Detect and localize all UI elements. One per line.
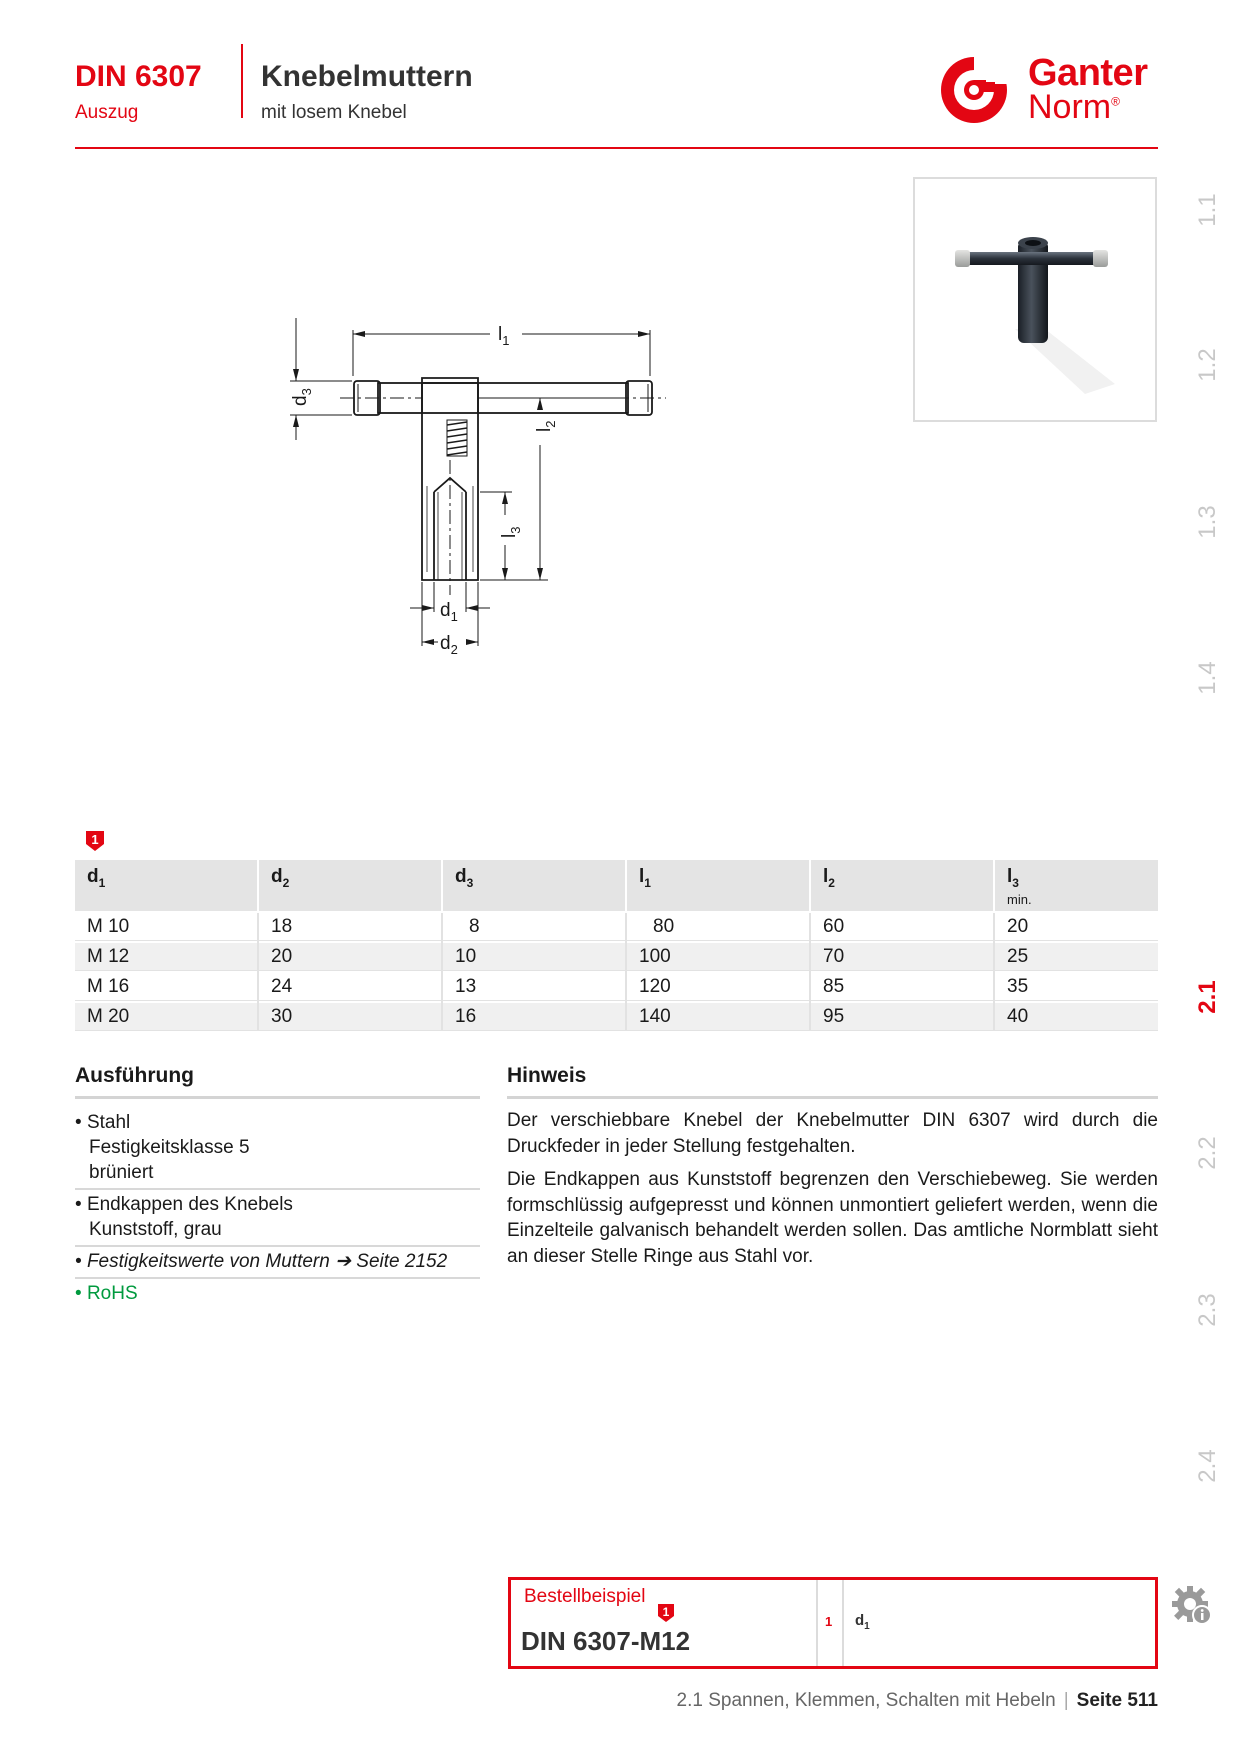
tab-2-1[interactable]: 2.1 xyxy=(1194,980,1221,1014)
standard-subtitle: Auszug xyxy=(75,102,139,123)
cell: 35 xyxy=(994,972,1158,1002)
dim-l3-sub: 3 xyxy=(508,526,523,534)
tab-2-4[interactable]: 2.4 xyxy=(1194,1449,1221,1483)
cell: M 12 xyxy=(75,942,258,972)
list-item-rohs: • RoHS xyxy=(75,1283,138,1304)
technical-drawing xyxy=(290,310,670,670)
list-item: • Endkappen des Knebels Kunststoff, grau xyxy=(75,1190,480,1247)
col-header-l3: $l_3$ min. xyxy=(994,860,1158,912)
svg-text:d1 xyxy=(440,600,458,624)
svg-text:l3 xyxy=(499,527,523,538)
hinweis-paragraph: Die Endkappen aus Kunststoff begrenzen den Verschiebeweg. Sie werden formschlüssig aufgepresst und können unmontiert geliefert werden, wenn die Einzelteile galvanisch behandelt werden sollen. Das amtliche Normblatt sieht an dieser Stelle Ringe aus Stahl vor. xyxy=(507,1169,1158,1267)
cell: 16 xyxy=(442,1002,626,1031)
cell: 20 xyxy=(994,912,1158,942)
col-header-d1: $d_1$ xyxy=(75,860,258,912)
ausfuehrung-list xyxy=(75,1108,480,1309)
dim-l3-label: l xyxy=(499,533,520,538)
dim-d2-label: d xyxy=(440,633,451,654)
section-rule xyxy=(507,1096,1158,1099)
page-footer xyxy=(600,1690,1158,1712)
cell: 13 xyxy=(442,972,626,1002)
table-marker-icon xyxy=(85,830,105,852)
col-header-d2: $d_2$ xyxy=(258,860,442,912)
order-example-label: Bestellbeispiel xyxy=(524,1586,646,1607)
cell: M 20 xyxy=(75,1002,258,1031)
cell: M 10 xyxy=(75,912,258,942)
cell: 120 xyxy=(626,972,810,1002)
dim-l2-label: l xyxy=(534,427,555,432)
dim-d1-label: d xyxy=(440,600,451,621)
cell: 8 xyxy=(442,912,626,942)
list-item: • Stahl Festigkeitsklasse 5 brüniert xyxy=(75,1108,480,1190)
hinweis-paragraph: Der verschiebbare Knebel der Knebelmutter DIN 6307 wird durch die Druckfeder in jeder Stellung festgehalten. xyxy=(507,1110,1158,1157)
cell: 95 xyxy=(810,1002,994,1031)
col-header-l1: $l_1$ xyxy=(626,860,810,912)
table-row xyxy=(75,1002,1158,1031)
tab-1-4[interactable]: 1.4 xyxy=(1194,661,1221,695)
cell: 40 xyxy=(994,1002,1158,1031)
page-title: Knebelmuttern xyxy=(261,60,473,93)
dim-d2-sub: 2 xyxy=(450,642,458,657)
dim-d3-sub: 3 xyxy=(299,388,314,396)
cell: 30 xyxy=(258,1002,442,1031)
svg-text:1: 1 xyxy=(91,832,99,847)
table-row xyxy=(75,972,1158,1002)
cell: 25 xyxy=(994,942,1158,972)
cell: 24 xyxy=(258,972,442,1002)
cell: M 16 xyxy=(75,972,258,1002)
logo-text-norm: Norm® xyxy=(1028,88,1120,126)
dim-d1-sub: 1 xyxy=(450,609,458,624)
cell: 140 xyxy=(626,1002,810,1031)
table-header-row xyxy=(75,860,1158,912)
cell: 20 xyxy=(258,942,442,972)
footer-chapter: 2.1 Spannen, Klemmen, Schalten mit Hebeln xyxy=(676,1690,1056,1711)
order-code: DIN 6307-M12 xyxy=(521,1626,691,1656)
tab-1-3[interactable]: 1.3 xyxy=(1194,505,1221,539)
order-divider xyxy=(842,1580,844,1666)
svg-text:l1 xyxy=(498,324,509,348)
cell: 80 xyxy=(626,912,810,942)
svg-text:1: 1 xyxy=(662,1605,670,1619)
tab-2-3[interactable]: 2.3 xyxy=(1194,1293,1221,1327)
col-header-l2: $l_2$ xyxy=(810,860,994,912)
footer-separator: | xyxy=(1063,1690,1069,1711)
list-item-link[interactable]: • Festigkeitswerte von Muttern ➔ Seite 2152 xyxy=(75,1247,480,1279)
dim-l1-label: l xyxy=(498,324,503,345)
product-photo xyxy=(913,177,1157,422)
svg-text:d3 xyxy=(290,388,314,406)
order-marker-icon xyxy=(657,1603,675,1623)
tab-2-2[interactable]: 2.2 xyxy=(1194,1136,1221,1170)
dim-l1-sub: 1 xyxy=(502,333,510,348)
order-divider xyxy=(816,1580,818,1666)
footer-page-number: Seite 511 xyxy=(1076,1690,1158,1711)
header-rule xyxy=(75,147,1158,149)
col-header-d3: $d_3$ xyxy=(442,860,626,912)
header-divider xyxy=(241,44,243,118)
section-rule xyxy=(75,1096,480,1099)
dim-d3-label: d xyxy=(290,395,311,406)
tab-1-2[interactable]: 1.2 xyxy=(1194,348,1221,382)
cell: 70 xyxy=(810,942,994,972)
dim-l2-sub: 2 xyxy=(543,420,558,428)
cell: 100 xyxy=(626,942,810,972)
dimensions-table xyxy=(75,860,1158,1031)
section-heading-hinweis: Hinweis xyxy=(507,1064,587,1087)
t-nut-photo-icon xyxy=(915,179,1155,420)
svg-text:d2 xyxy=(440,633,458,657)
page-subtitle: mit losem Knebel xyxy=(261,102,407,123)
tab-1-1[interactable]: 1.1 xyxy=(1194,193,1221,227)
cell: 85 xyxy=(810,972,994,1002)
table-row xyxy=(75,912,1158,942)
ganter-logo-icon xyxy=(938,54,1016,126)
cell: 10 xyxy=(442,942,626,972)
gear-info-icon[interactable] xyxy=(1172,1584,1214,1626)
hinweis-text xyxy=(507,1108,1158,1277)
standard-number: DIN 6307 xyxy=(75,60,202,93)
section-heading-ausfuehrung: Ausführung xyxy=(75,1064,194,1087)
cell: 60 xyxy=(810,912,994,942)
order-key-field: $d_1$ xyxy=(855,1612,870,1632)
order-key-number: 1 xyxy=(825,1614,833,1629)
cell: 18 xyxy=(258,912,442,942)
svg-text:l2 xyxy=(534,421,558,432)
logo-text-ganter: Ganter xyxy=(1028,52,1148,94)
table-row xyxy=(75,942,1158,972)
